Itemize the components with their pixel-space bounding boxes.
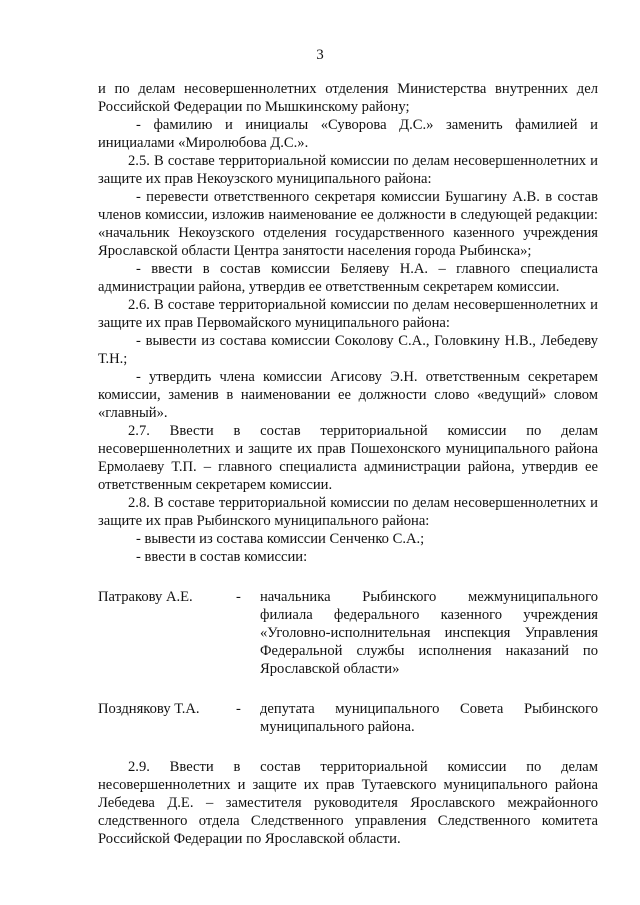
- member-position: депутата муниципального Совета Рыбинского муниципального района.: [260, 701, 598, 735]
- member-row: [98, 700, 598, 736]
- spacer: [98, 736, 598, 758]
- paragraph-rename: - фамилию и инициалы «Суворова Д.С.» заменить фамилией и инициалами «Миролюбова Д.С.».: [98, 117, 598, 151]
- paragraph-2-5-transfer: - перевести ответственного секретаря комиссии Бушагину А.В. в состав членов комиссии, изложив наименование ее должности в следующей редакции: «начальник Некоузского отделения государственного казенного учреждения Ярославской области Центра занятости населения города Рыбинска»;: [98, 189, 598, 259]
- paragraph-continuation: и по делам несовершеннолетних отделения Министерства внутренних дел Российской Федерации по Мышкинскому району;: [98, 81, 598, 115]
- paragraph-2-5: 2.5. В составе территориальной комиссии по делам несовершеннолетних и защите их прав Некоузского муниципального района:: [98, 153, 598, 187]
- member-dash: -: [236, 589, 241, 605]
- member-dash: -: [236, 701, 241, 717]
- paragraph-2-6: 2.6. В составе территориальной комиссии по делам несовершеннолетних и защите их прав Первомайского муниципального района:: [98, 297, 598, 331]
- paragraph-2-6-remove: - вывести из состава комиссии Соколову С.А., Головкину Н.В., Лебедеву Т.Н.;: [98, 333, 598, 367]
- spacer: [98, 678, 598, 700]
- member-row: [98, 588, 598, 678]
- paragraph-2-9: 2.9. Ввести в состав территориальной комиссии по делам несовершеннолетних и защите их прав Тутаевского муниципального района Лебедева Д.Е. – заместителя руководителя Ярославского межрайонного следственного отдела Следственного управления Следственного комитета Российской Федерации по Ярославской области.: [98, 759, 598, 847]
- member-name: Патракову А.Е.: [98, 589, 193, 605]
- page-number: 3: [316, 47, 324, 63]
- paragraph-2-7: 2.7. Ввести в состав территориальной комиссии по делам несовершеннолетних и защите их прав Пошехонского муниципального района Ермолаеву Т.П. – главного специалиста администрации района, утвердив ее ответственным секретарем комиссии.: [98, 423, 598, 493]
- member-name: Позднякову Т.А.: [98, 701, 200, 717]
- paragraph-2-6-approve: - утвердить члена комиссии Агисову Э.Н. ответственным секретарем комиссии, заменив в наименовании ее должности слово «ведущий» словом «главный».: [98, 369, 598, 421]
- paragraph-2-8: 2.8. В составе территориальной комиссии по делам несовершеннолетних и защите их прав Рыбинского муниципального района:: [98, 495, 598, 529]
- member-position: начальника Рыбинского межмуниципального филиала федерального казенного учреждения «Уголовно-исполнительная инспекция Управления Федеральной службы исполнения наказаний по Ярославской области»: [260, 589, 598, 677]
- paragraph-2-5-add: - ввести в состав комиссии Беляеву Н.А. – главного специалиста администрации района, утвердив ее ответственным секретарем комиссии.: [98, 261, 598, 295]
- spacer: [98, 566, 598, 588]
- document-body: [98, 80, 598, 848]
- paragraph-2-8-remove: - вывести из состава комиссии Сенченко С.А.;: [136, 531, 425, 547]
- paragraph-2-8-add: - ввести в состав комиссии:: [136, 549, 308, 565]
